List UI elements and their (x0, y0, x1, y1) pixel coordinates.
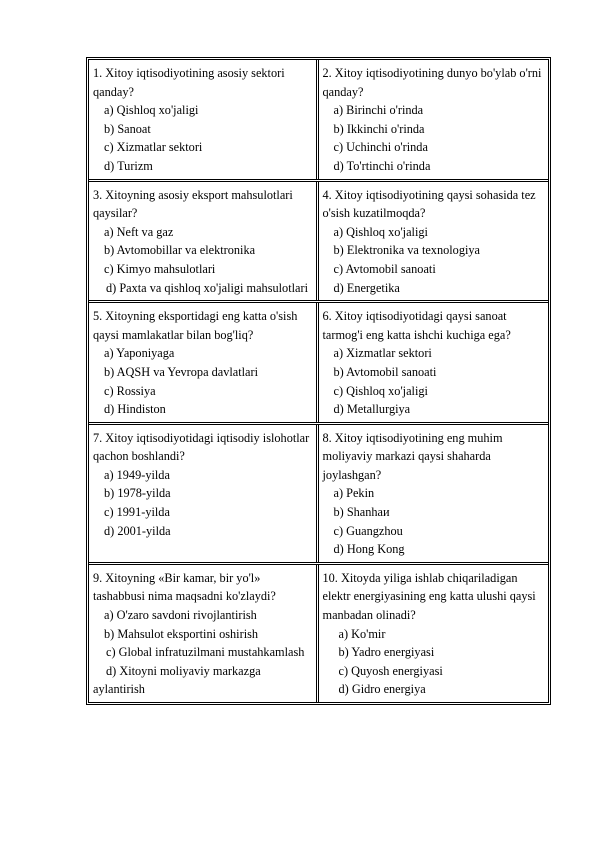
option-c: c) Quyosh energiyasi (338, 663, 443, 678)
options-list (323, 484, 546, 558)
question-text: 7. Xitoy iqtisodiyotidagi iqtisodiy islohotlar qachon boshlandi? (93, 430, 310, 464)
question-text: 6. Xitoy iqtisodiyotidagi qaysi sanoat tarmog'i eng katta ishchi kuchiga ega? (322, 309, 511, 342)
option-c: c) Kimyo mahsulotlari (104, 261, 216, 276)
option-b: b) Elektronika va texnologiya (333, 243, 480, 258)
option-d: d) Hong Kong (333, 542, 405, 557)
option-c: c) Rossiya (104, 383, 156, 398)
question-text: 3. Xitoyning asosiy eksport mahsulotlari qaysilar? (93, 187, 293, 221)
option-c: c) 1991-yilda (104, 505, 170, 520)
option-d: d) Xitoyni moliyaviy markazga aylantirish (93, 663, 261, 697)
option-c: c) Guangzhou (333, 523, 403, 538)
option-a: a) Qishloq xo'jaligi (333, 224, 428, 239)
question-text: 2. Xitoy iqtisodiyotining dunyo bo'ylab o'rni qanday? (322, 66, 542, 99)
option-d: d) Hindiston (104, 402, 166, 417)
question-text: 10. Xitoyda yiliga ishlab chiqariladigan elektr energiyasining eng katta ulushi qaysi manbadan olinadi? (322, 570, 536, 623)
options-list (93, 344, 313, 418)
quiz-row (89, 300, 548, 422)
option-b: b) Avtomobillar va elektronika (104, 243, 256, 258)
options-list (323, 223, 546, 297)
option-a: a) 1949-yilda (104, 467, 170, 482)
options-list (93, 466, 313, 540)
question-cell-3 (89, 182, 319, 301)
quiz-row (89, 562, 548, 702)
question-cell-9 (89, 565, 319, 702)
option-d: d) Gidro energiya (338, 682, 426, 697)
option-c: c) Xizmatlar sektori (104, 140, 203, 155)
option-a: a) Neft va gaz (104, 224, 174, 239)
question-cell-5 (89, 303, 319, 422)
option-d: d) Paxta va qishloq xo'jaligi mahsulotlari (106, 280, 309, 295)
option-d: d) To'rtinchi o'rinda (333, 158, 431, 173)
question-text: 1. Xitoy iqtisodiyotining asosiy sektori qanday? (93, 66, 285, 99)
quiz-row (89, 60, 548, 179)
options-list (93, 101, 313, 175)
option-a: a) O'zaro savdoni rivojlantirish (104, 608, 257, 623)
option-d: d) 2001-yilda (104, 523, 171, 538)
option-b: b) Yadro energiyasi (338, 645, 435, 660)
option-a: a) Ko'mir (338, 626, 386, 641)
question-cell-6 (319, 303, 549, 422)
option-a: a) Yaponiyaga (104, 346, 175, 361)
option-b: b) 1978-yilda (104, 486, 171, 501)
quiz-row (89, 179, 548, 301)
quiz-table (86, 57, 551, 705)
options-list (323, 344, 546, 418)
question-cell-7 (89, 425, 319, 562)
options-list (93, 223, 313, 297)
question-cell-1 (89, 60, 319, 179)
option-d: d) Energetika (333, 280, 400, 295)
question-cell-4 (319, 182, 549, 301)
options-list (323, 625, 546, 699)
option-c: c) Global infratuzilmani mustahkamlash (106, 645, 305, 660)
option-a: a) Pekin (333, 486, 375, 501)
option-b: b) Shanhaи (333, 505, 390, 520)
question-cell-8 (319, 425, 549, 562)
question-cell-10 (319, 565, 549, 702)
option-b: b) Sanoat (104, 121, 151, 136)
question-text: 4. Xitoy iqtisodiyotining qaysi sohasida tez o'sish kuzatilmoqda? (322, 187, 536, 221)
option-a: a) Xizmatlar sektori (333, 346, 432, 361)
option-d: d) Metallurgiya (333, 402, 411, 417)
option-b: b) Avtomobil sanoati (333, 364, 437, 379)
quiz-row (89, 422, 548, 562)
option-b: b) AQSH va Yevropa davlatlari (104, 364, 259, 379)
option-c: c) Uchinchi o'rinda (333, 140, 428, 155)
question-cell-2 (319, 60, 549, 179)
option-a: a) Qishloq xo'jaligi (104, 103, 199, 118)
option-b: b) Mahsulot eksportini oshirish (104, 626, 259, 641)
option-d: d) Turizm (104, 158, 153, 173)
question-text: 8. Xitoy iqtisodiyotining eng muhim moliyaviy markazi qaysi shaharda joylashgan? (322, 430, 503, 482)
option-b: b) Ikkinchi o'rinda (333, 121, 425, 136)
options-list (323, 101, 546, 175)
option-c: c) Qishloq xo'jaligi (333, 383, 428, 398)
question-text: 9. Xitoyning «Bir kamar, bir yo'l» tashabbusi nima maqsadni ko'zlaydi? (93, 570, 276, 604)
option-c: c) Avtomobil sanoati (333, 261, 436, 276)
question-text: 5. Xitoyning eksportidagi eng katta o'sish qaysi mamlakatlar bilan bog'liq? (93, 309, 298, 342)
option-a: a) Birinchi o'rinda (333, 103, 424, 118)
options-list (93, 606, 313, 699)
